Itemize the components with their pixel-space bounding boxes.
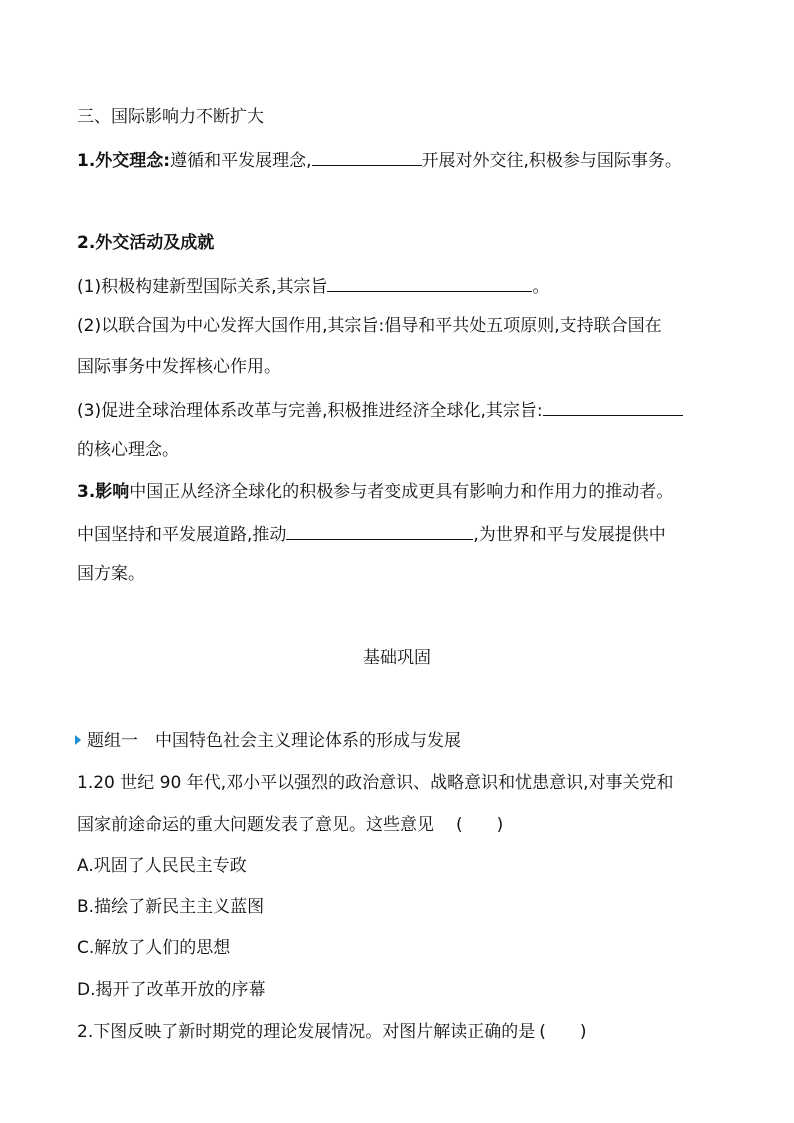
item3-label: 3.影响 <box>77 482 130 502</box>
item1-before: 遵循和平发展理念, <box>170 151 312 171</box>
q1-option-c[interactable]: C.解放了人们的思想 <box>77 938 231 958</box>
item2-p1-blank[interactable] <box>327 274 532 292</box>
item3-blank[interactable] <box>286 522 473 540</box>
group1-title: 题组一 中国特色社会主义理论体系的形成与发展 <box>87 731 461 751</box>
item1-label: 1.外交理念: <box>77 151 171 171</box>
q1-answer-paren[interactable]: ( ) <box>456 815 504 835</box>
q1-option-d[interactable]: D.揭开了改革开放的序幕 <box>77 980 266 1000</box>
item1-blank[interactable] <box>312 148 422 166</box>
item2-p3-line2: 的核心理念。 <box>77 440 179 460</box>
item3-line2 <box>77 522 666 546</box>
q2-answer-paren[interactable]: ( ) <box>539 1022 587 1042</box>
item3-line2-before: 中国坚持和平发展道路,推动 <box>77 525 287 545</box>
section-title: 三、国际影响力不断扩大 <box>77 107 264 127</box>
item2-p1-before: (1)积极构建新型国际关系,其宗旨 <box>77 277 328 297</box>
item3-line2-after: ,为世界和平与发展提供中 <box>473 525 666 545</box>
item2-p3-before: (3)促进全球治理体系改革与完善,积极推进经济全球化,其宗旨: <box>77 401 543 421</box>
item2-p1-after: 。 <box>532 277 550 297</box>
item1-after: 开展对外交往,积极参与国际事务。 <box>421 151 682 171</box>
item3-line3: 国方案。 <box>77 564 145 584</box>
item2-p3 <box>77 398 683 422</box>
item2-p3-blank[interactable] <box>543 398 683 416</box>
q1-line2-text: 国家前途命运的重大问题发表了意见。这些意见 <box>77 815 434 835</box>
item2-label: 2.外交活动及成就 <box>77 233 215 253</box>
item3-line1 <box>77 481 673 503</box>
q1-line1: 1.20 世纪 90 年代,邓小平以强烈的政治意识、战略意识和忧患意识,对事关党和 <box>77 773 674 793</box>
q2-text: 2.下图反映了新时期党的理论发展情况。对图片解读正确的是 <box>77 1022 536 1042</box>
triangle-marker-icon <box>75 735 81 745</box>
item1-line <box>77 148 682 172</box>
q1-option-b[interactable]: B.描绘了新民主主义蓝图 <box>77 897 265 917</box>
basics-title: 基础巩固 <box>363 648 431 668</box>
q1-line2 <box>77 814 503 836</box>
item3-text: 中国正从经济全球化的积极参与者变成更具有影响力和作用力的推动者。 <box>129 482 674 502</box>
q1-option-a[interactable]: A.巩固了人民民主专政 <box>77 856 247 876</box>
item2-p2-line1: (2)以联合国为中心发挥大国作用,其宗旨:倡导和平共处五项原则,支持联合国在 <box>77 316 662 336</box>
q2-line <box>77 1021 586 1043</box>
item2-p2-line2: 国际事务中发挥核心作用。 <box>77 357 281 377</box>
group1-heading <box>75 730 461 752</box>
item2-p1 <box>77 274 549 298</box>
